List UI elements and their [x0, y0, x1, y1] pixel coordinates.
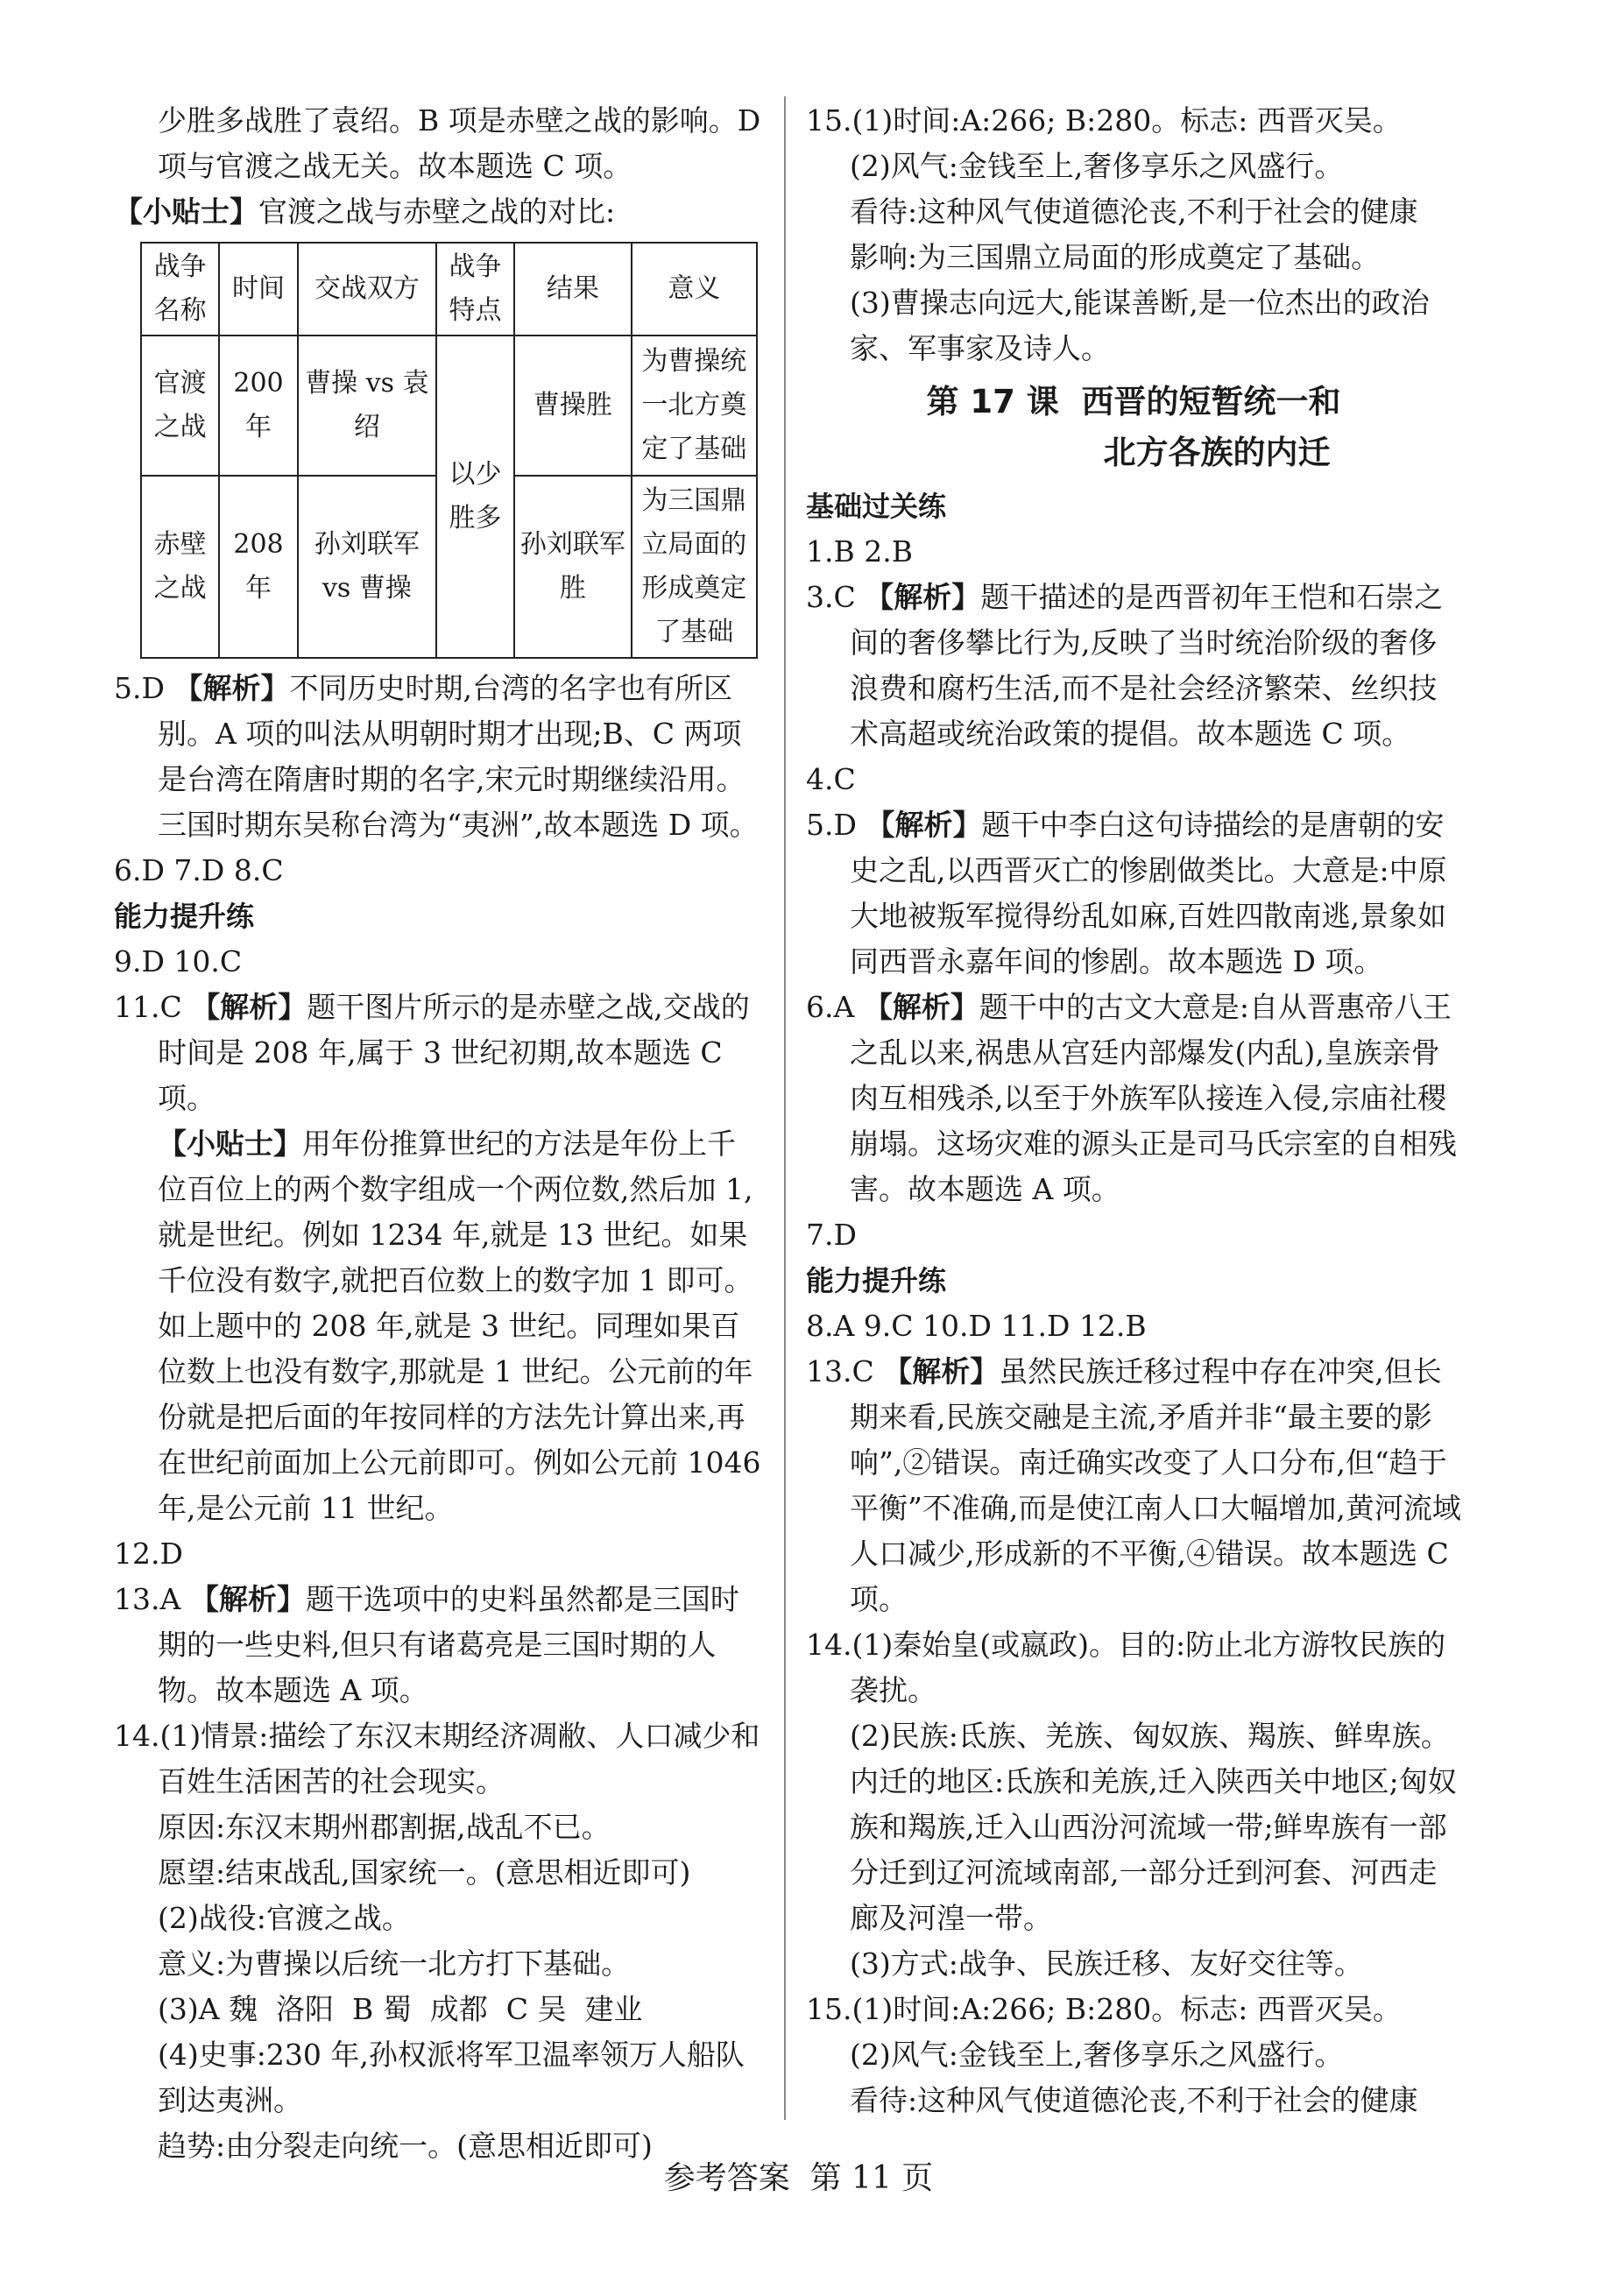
answer-item: 8.A 9.C 10.D 11.D 12.B [806, 1309, 1147, 1343]
table-header-cell: 战争名称 [141, 243, 219, 336]
answer-item: 6.D 7.D 8.C [114, 853, 284, 887]
table-header-cell: 结果 [514, 243, 631, 336]
table-header-cell: 时间 [219, 243, 298, 336]
column-divider [784, 96, 786, 2120]
answer-item: 15.(1)时间:A:266; B:280。标志: 西晋灭吴。 [806, 103, 1402, 138]
analysis-tag: 【解析】 [189, 1582, 306, 1616]
table-cell: 为曹操统一北方奠定了基础 [632, 336, 757, 476]
answer-line: (2)风气:金钱至上,奢侈享乐之风盛行。 [850, 2038, 1344, 2072]
left-column [114, 98, 762, 2169]
answer-number: 13.C [806, 1354, 874, 1388]
answer-line: 愿望:结束战乱,国家统一。(意思相近即可) [158, 1855, 691, 1890]
answer-line: (2)民族:氐族、羌族、匈奴族、羯族、鲜卑族。 [850, 1719, 1450, 1753]
answer-item [806, 575, 1461, 757]
table-cell: 208 年 [219, 476, 298, 658]
answer-line: (4)史事:230 年,孙权派将军卫温率领万人船队到达夷洲。 [158, 2038, 745, 2117]
analysis-text: 题干图片所示的是赤壁之战,交战的时间是 208 年,属于 3 世纪初期,故本题选 C 项。 [158, 990, 750, 1115]
answer-number: 6.A [806, 990, 855, 1024]
analysis-tag: 【解析】 [866, 808, 982, 842]
lesson-title-line: 北方各族的内迁 [1103, 434, 1331, 471]
answer-line: (2)战役:官渡之战。 [158, 1901, 411, 1935]
answer-line: (3)A 魏 洛阳 B 蜀 成都 C 吴 建业 [158, 1992, 643, 2026]
tip-title [114, 189, 762, 235]
answer-item [114, 985, 762, 1121]
table-cell: 200 年 [219, 336, 298, 476]
analysis-text: 题干中李白这句诗描绘的是唐朝的安史之乱,以西晋灭亡的惨剧做类比。大意是:中原大地被叛军搅得纷乱如麻,百姓四散南逃,景象如同西晋永嘉年间的惨剧。故本题选 D 项。 [850, 808, 1447, 978]
page-footer: 参考答案 第 11 页 [663, 2160, 934, 2196]
analysis-text: 不同历史时期,台湾的名字也有所区别。A 项的叫法从明朝时期才出现;B、C 两项是台湾在隋唐时期的名字,宋元时期继续沿用。三国时期东吴称台湾为“夷洲”,故本题选 D 项。 [158, 671, 759, 842]
answer-item [806, 985, 1461, 1212]
table-row [141, 336, 757, 476]
answer-item: 7.D [806, 1218, 857, 1252]
answer-line: 看待:这种风气使道德沦丧,不利于社会的健康 [850, 2083, 1418, 2117]
table-header-cell: 交战双方 [298, 243, 436, 336]
table-cell: 为三国鼎立局面的形成奠定了基础 [632, 476, 757, 658]
table-cell: 孙刘联军胜 [514, 476, 631, 658]
answer-line: (3)曹操志向远大,能谋善断,是一位杰出的政治家、军事家及诗人。 [850, 286, 1430, 365]
answer-line: 影响:为三国鼎立局面的形成奠定了基础。 [850, 240, 1381, 274]
analysis-text: 虽然民族迁移过程中存在冲突,但长期来看,民族交融是主流,矛盾并非“最主要的影响”,②错误。南迁确实改变了人口分布,但“趋于平衡”不准确,而是使江南人口大幅增加,黄河流域人口减少,形成新的不平衡,④错误。故本题选 C 项。 [850, 1354, 1461, 1616]
table-cell-shared: 以少胜多 [436, 336, 514, 658]
right-column [806, 98, 1461, 2123]
analysis-text: 题干中的古文大意是:自从晋惠帝八王之乱以来,祸患从宫廷内部爆发(内乱),皇族亲骨肉互相残杀,以至于外族军队接连入侵,宗庙社稷崩塌。这场灾难的源头正是司马氏宗室的自相残害。故本题选 A 项。 [850, 990, 1457, 1206]
analysis-tag: 【解析】 [191, 990, 307, 1024]
answer-line: 意义:为曹操以后统一北方打下基础。 [158, 1946, 631, 1981]
answer-line: (3)方式:战争、民族迁移、友好交往等。 [850, 1946, 1363, 1981]
section-heading: 基础过关练 [806, 490, 947, 523]
answer-item [806, 802, 1461, 985]
answer-item: 1.B 2.B [806, 534, 913, 569]
answer-item [114, 666, 762, 848]
comparison-table [140, 242, 758, 659]
table-header-cell: 意义 [632, 243, 757, 336]
table-cell: 曹操 vs 袁绍 [298, 336, 436, 476]
tip-paragraph [114, 1121, 762, 1531]
table-cell: 赤壁之战 [141, 476, 219, 658]
answer-number: 3.C [806, 580, 856, 614]
answer-item: 14.(1)情景:描绘了东汉末期经济凋敝、人口减少和百姓生活困苦的社会现实。 [114, 1719, 760, 1798]
answer-number: 13.A [114, 1582, 181, 1616]
table-cell: 曹操胜 [514, 336, 631, 476]
table-header-row [141, 243, 757, 336]
analysis-tag: 【解析】 [883, 1354, 1000, 1388]
answer-item: 12.D [114, 1537, 183, 1571]
tip-tag: 【小贴士】 [114, 194, 258, 229]
table-cell: 官渡之战 [141, 336, 219, 476]
answer-line: 看待:这种风气使道德沦丧,不利于社会的健康 [850, 194, 1418, 229]
answer-line: (2)风气:金钱至上,奢侈享乐之风盛行。 [850, 149, 1344, 183]
analysis-text: 题干描述的是西晋初年王恺和石崇之间的奢侈攀比行为,反映了当时统治阶级的奢侈浪费和腐朽生活,而不是社会经济繁荣、丝织技术高超或统治政策的提倡。故本题选 C 项。 [850, 580, 1444, 751]
answer-line: 趋势:由分裂走向统一。(意思相近即可) [158, 2129, 653, 2163]
table-header-cell: 战争特点 [436, 243, 514, 336]
tip-tag: 【小贴士】 [158, 1127, 302, 1161]
lesson-title-line: 第 17 课 西晋的短暂统一和 [926, 383, 1341, 420]
answer-item: 15.(1)时间:A:266; B:280。标志: 西晋灭吴。 [806, 1992, 1402, 2026]
answer-line: 内迁的地区:氐族和羌族,迁入陕西关中地区;匈奴族和羯族,迁入山西汾河流域一带;鲜卑族有一部分迁到辽河流域南部,一部分迁到河套、河西走廊及河湟一带。 [850, 1764, 1457, 1935]
paragraph: 少胜多战胜了袁绍。B 项是赤壁之战的影响。D 项与官渡之战无关。故本题选 C 项。 [158, 103, 761, 183]
lesson-title [806, 377, 1461, 478]
answer-item: 4.C [806, 762, 856, 796]
analysis-tag: 【解析】 [863, 990, 979, 1024]
analysis-tag: 【解析】 [865, 580, 981, 614]
tip-text: 用年份推算世纪的方法是年份上千位百位上的两个数字组成一个两位数,然后加 1,就是世纪。例如 1234 年,就是 13 世纪。如果千位没有数字,就把百位数上的数字加 1 即可。如上题中的 208 年,就是 3 世纪。同理如果百位数上也没有数字,那就是 1 世纪。公元前的年份就是把后面的年按同样的方法先计算出来,再在世纪前面加上公元前即可。例如公元前 1046 年,是公元前 11 世纪。 [158, 1127, 761, 1525]
analysis-tag: 【解析】 [173, 671, 290, 705]
answer-number: 11.C [114, 990, 182, 1024]
answer-item [806, 1349, 1461, 1622]
table-cell: 孙刘联军 vs 曹操 [298, 476, 436, 658]
answer-item [114, 1577, 762, 1713]
answer-number: 5.D [114, 671, 165, 705]
answer-item: 14.(1)秦始皇(或嬴政)。目的:防止北方游牧民族的袭扰。 [806, 1628, 1446, 1707]
answer-item: 9.D 10.C [114, 944, 243, 978]
tip-text: 官渡之战与赤壁之战的对比: [258, 194, 616, 229]
section-heading: 能力提升练 [114, 900, 255, 933]
answer-number: 5.D [806, 808, 857, 842]
answer-line: 原因:东汉末期州郡割据,战乱不已。 [158, 1810, 611, 1844]
analysis-text: 题干选项中的史料虽然都是三国时期的一些史料,但只有诸葛亮是三国时期的人物。故本题选 A 项。 [158, 1582, 739, 1707]
section-heading: 能力提升练 [806, 1264, 947, 1297]
